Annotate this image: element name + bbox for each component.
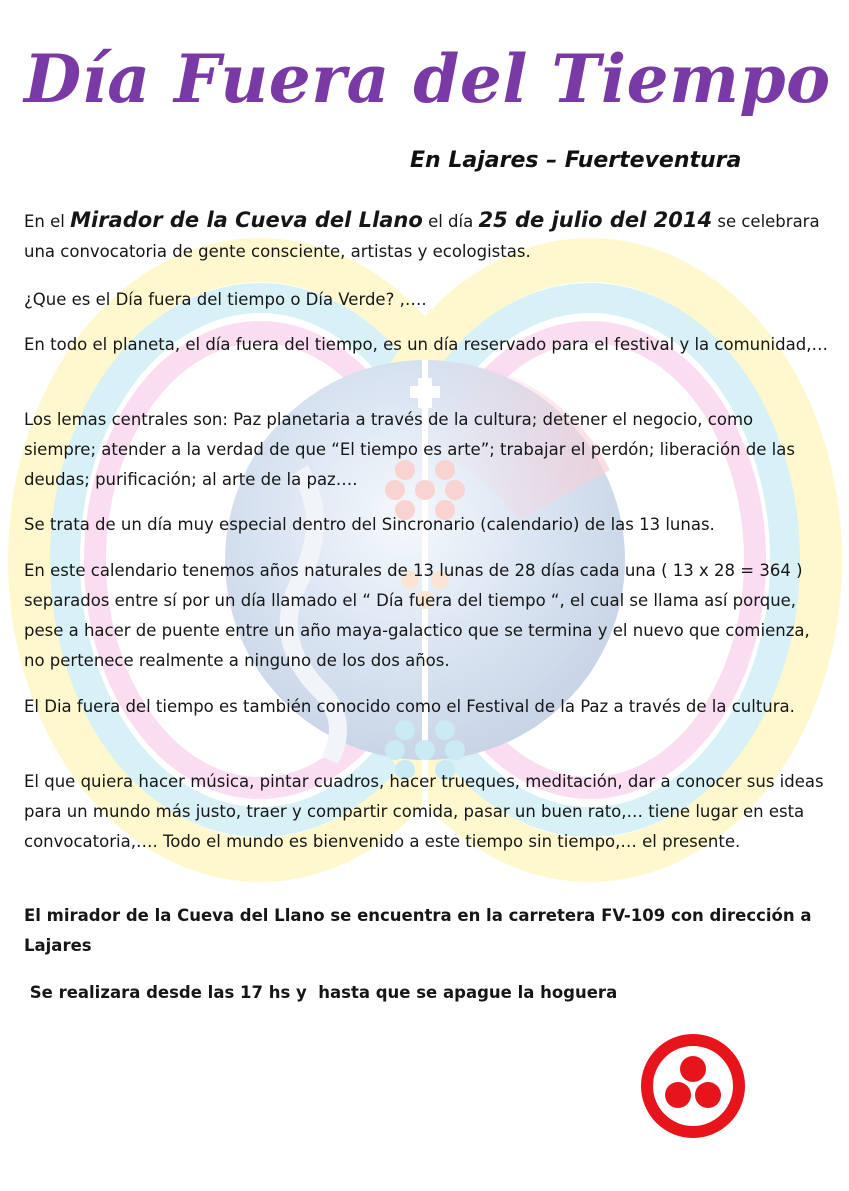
paragraph: Los lemas centrales son: Paz planetaria a través de la cultura; detener el negocio, como siempre; atender a la verdad de que “El tiempo es arte”; trabajar el perdón; liberación de las deudas; purificación; al arte de la paz…. — [24, 410, 795, 489]
location-note: El mirador de la Cueva del Llano se encuentra en la carretera FV-109 con dirección a Lajares — [24, 906, 812, 955]
paragraph: ¿Que es el Día fuera del tiempo o Día Verde? ,…. — [24, 290, 427, 309]
paragraph: El que quiera hacer música, pintar cuadros, hacer trueques, meditación, dar a conocer sus ideas para un mundo más justo, traer y compartir comida, pasar un buen rato,… tiene lugar en esta convocatoria,…. Todo el mundo es bienvenido a este tiempo sin tiempo,… el presente. — [24, 772, 824, 851]
peace-banner-icon — [640, 1033, 746, 1139]
time-note: Se realizara desde las 17 hs y hasta que se apague la hoguera — [24, 983, 618, 1002]
intro-text: se celebrara una convocatoria de gente consciente, artistas y ecologistas. — [24, 212, 820, 261]
paragraph: En este calendario tenemos años naturales de 13 lunas de 28 días cada una ( 13 x 28 = 364 ) separados entre sí por un día llamado el “ Día fuera del tiempo “, el cual se llama así porque, pese a hacer de puente entre un año maya-galactico que se termina y el nuevo que comienza, no pertenece realmente a ninguno de los dos años. — [24, 561, 810, 670]
intro-text: el día — [422, 212, 479, 231]
event-place: Mirador de la Cueva del Llano — [70, 208, 423, 232]
page-title: Día Fuera del Tiempo — [24, 40, 831, 118]
paragraph: Se trata de un día muy especial dentro del Sincronario (calendario) de las 13 lunas. — [24, 515, 715, 534]
intro-paragraph — [24, 205, 829, 267]
paragraph: En todo el planeta, el día fuera del tiempo, es un día reservado para el festival y la comunidad,… — [24, 335, 828, 354]
event-date: 25 de julio del 2014 — [478, 208, 713, 232]
subtitle-location: En Lajares – Fuerteventura — [410, 148, 742, 173]
intro-text: En el — [24, 212, 71, 231]
paragraph: El Dia fuera del tiempo es también conocido como el Festival de la Paz a través de la cultura. — [24, 697, 795, 716]
